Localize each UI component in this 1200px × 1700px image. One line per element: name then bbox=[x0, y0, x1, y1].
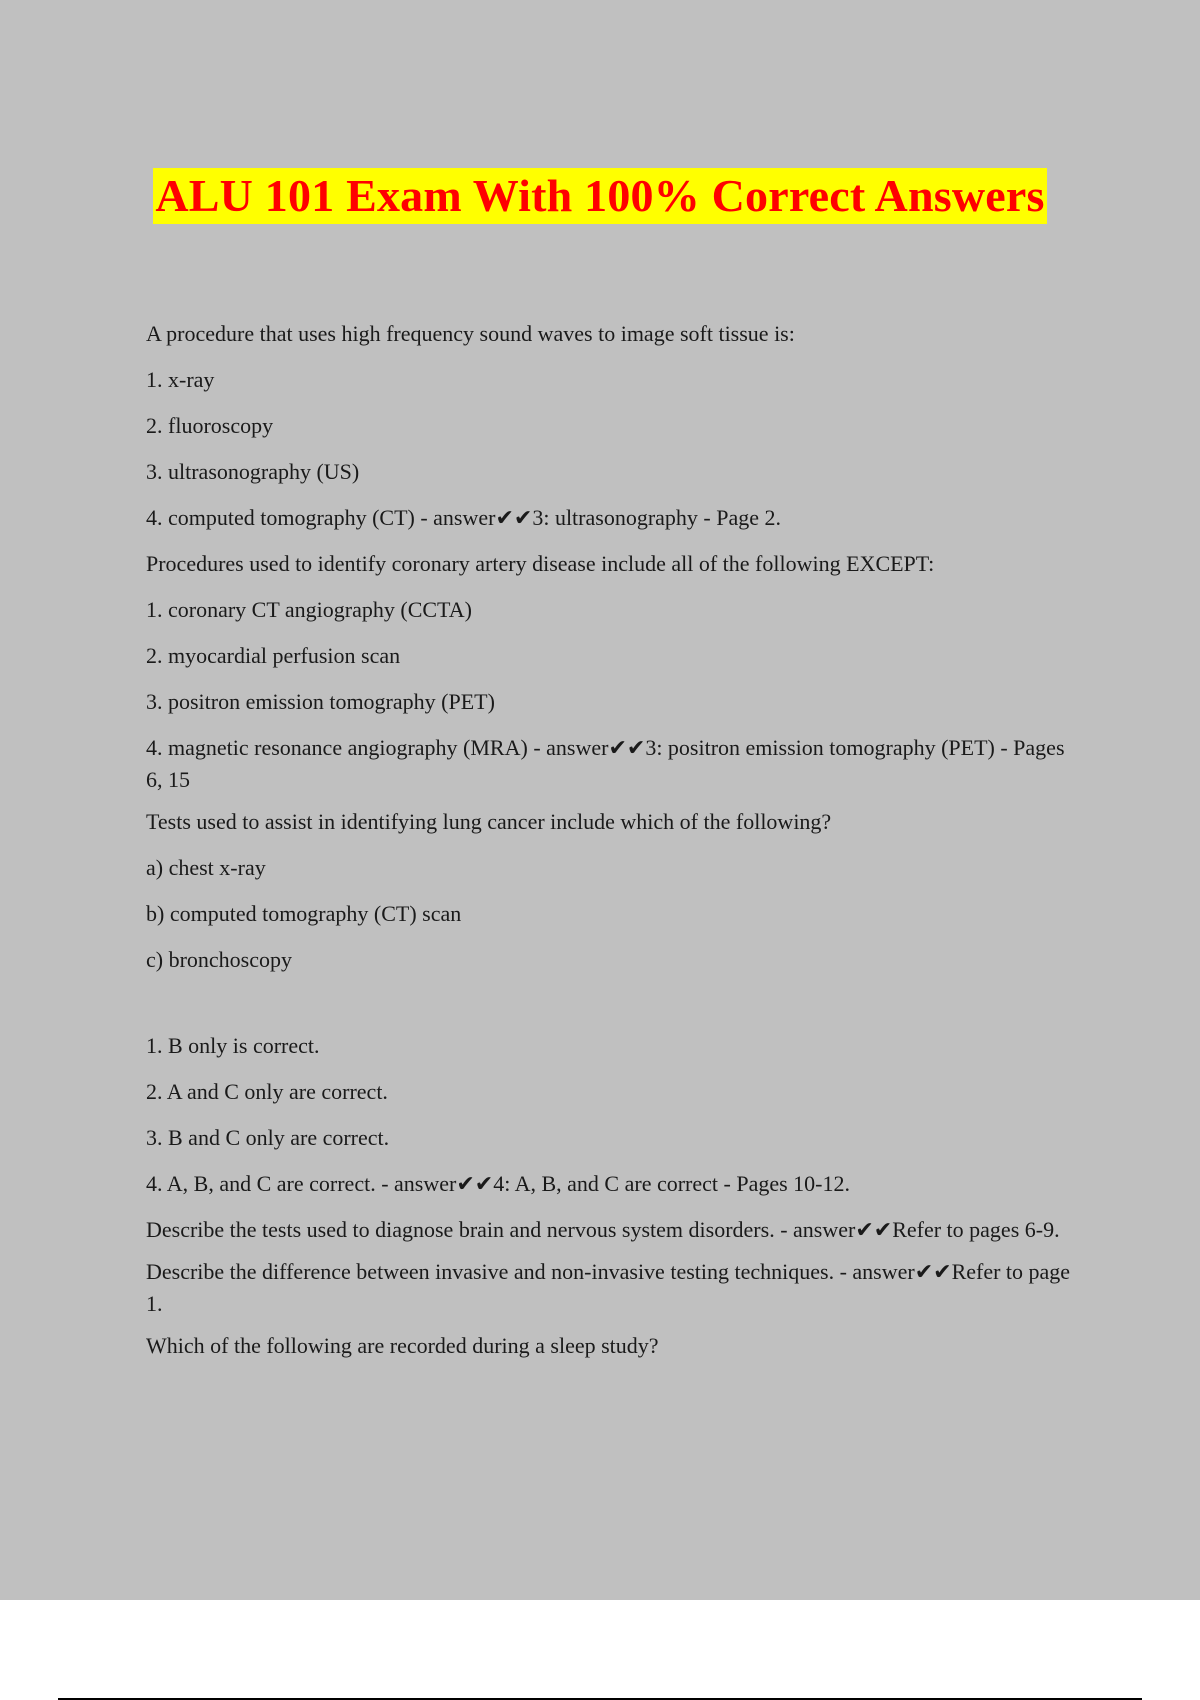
question-2-text: Procedures used to identify coronary artery disease include all of the following EXCEPT: bbox=[146, 551, 935, 576]
question-2-option-3: 3. positron emission tomography (PET) bbox=[146, 689, 495, 714]
title-wrap bbox=[0, 168, 1200, 224]
document-body bbox=[146, 318, 1086, 1376]
question-2-option-4-answer: 4. magnetic resonance angiography (MRA) - answer✔✔3: positron emission tomography (PET) - Pages 6, 15 bbox=[146, 735, 1065, 792]
question-3-option-1: 1. B only is correct. bbox=[146, 1033, 320, 1058]
question-3-option-4-answer: 4. A, B, and C are correct. - answer✔✔4: A, B, and C are correct - Pages 10-12. bbox=[146, 1171, 850, 1196]
spacer bbox=[146, 990, 1086, 1030]
question-3-item-a: a) chest x-ray bbox=[146, 855, 266, 880]
question-3-option-2: 2. A and C only are correct. bbox=[146, 1079, 388, 1104]
question-6-text: Which of the following are recorded during a sleep study? bbox=[146, 1333, 659, 1358]
question-5-answer: Describe the difference between invasive and non-invasive testing techniques. - answer✔✔Refer to page 1. bbox=[146, 1259, 1071, 1316]
question-1-text: A procedure that uses high frequency sound waves to image soft tissue is: bbox=[146, 321, 795, 346]
question-1-option-4-answer: 4. computed tomography (CT) - answer✔✔3: ultrasonography - Page 2. bbox=[146, 505, 782, 530]
question-3-text: Tests used to assist in identifying lung cancer include which of the following? bbox=[146, 809, 832, 834]
question-3-item-b: b) computed tomography (CT) scan bbox=[146, 901, 462, 926]
question-4-answer: Describe the tests used to diagnose brain and nervous system disorders. - answer✔✔Refer to pages 6-9. bbox=[146, 1217, 1060, 1242]
question-1-option-1: 1. x-ray bbox=[146, 367, 215, 392]
question-2-option-1: 1. coronary CT angiography (CCTA) bbox=[146, 597, 472, 622]
question-1-option-3: 3. ultrasonography (US) bbox=[146, 459, 360, 484]
question-1-option-2: 2. fluoroscopy bbox=[146, 413, 274, 438]
question-3-item-c: c) bronchoscopy bbox=[146, 947, 293, 972]
document-title: ALU 101 Exam With 100% Correct Answers bbox=[153, 168, 1046, 224]
question-2-option-2: 2. myocardial perfusion scan bbox=[146, 643, 401, 668]
question-3-option-3: 3. B and C only are correct. bbox=[146, 1125, 390, 1150]
